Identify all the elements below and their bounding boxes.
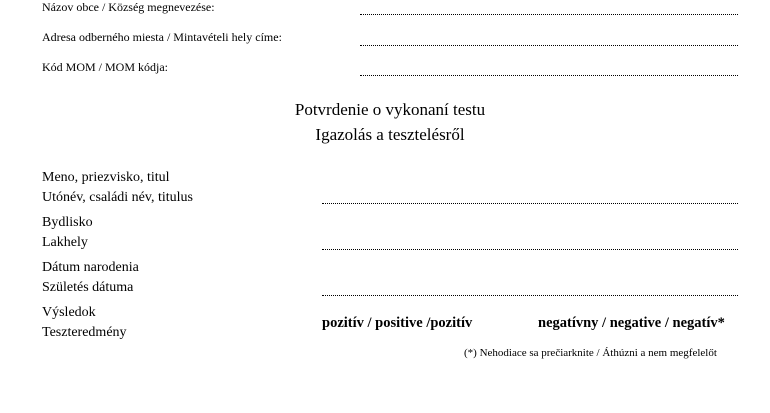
name-label-sk: Meno, priezvisko, titul — [42, 170, 170, 185]
birth-date-label-hu: Születés dátuma — [42, 280, 134, 295]
residence-fill-line[interactable] — [322, 249, 738, 250]
footnote: (*) Nehodiace sa prečiarknite / Áthúzni a nem megfelelőt — [464, 347, 717, 359]
birth-date-fill-line[interactable] — [322, 295, 738, 296]
result-label-hu: Teszteredmény — [42, 325, 127, 340]
sampling-address-fill-line[interactable] — [360, 45, 738, 46]
result-label-sk: Výsledok — [42, 305, 96, 320]
municipality-label: Názov obce / Község megnevezése: — [42, 0, 215, 14]
result-positive-option[interactable]: pozitív / positive /pozitív — [322, 315, 473, 331]
mom-code-fill-line[interactable] — [360, 75, 738, 76]
document-title-hu: Igazolás a tesztelésről — [315, 125, 465, 144]
document-title-sk: Potvrdenie o vykonaní testu — [294, 100, 486, 119]
birth-date-label-sk: Dátum narodenia — [42, 260, 139, 275]
name-fill-line[interactable] — [322, 203, 738, 204]
residence-label-hu: Lakhely — [42, 235, 88, 250]
result-negative-option[interactable]: negatívny / negative / negatív* — [538, 315, 725, 331]
residence-label-sk: Bydlisko — [42, 215, 93, 230]
municipality-fill-line[interactable] — [360, 14, 738, 15]
name-label-hu: Utónév, családi név, titulus — [42, 190, 193, 205]
mom-code-label: Kód MOM / MOM kódja: — [42, 60, 169, 74]
sampling-address-label: Adresa odberného miesta / Mintavételi hely címe: — [42, 30, 282, 44]
